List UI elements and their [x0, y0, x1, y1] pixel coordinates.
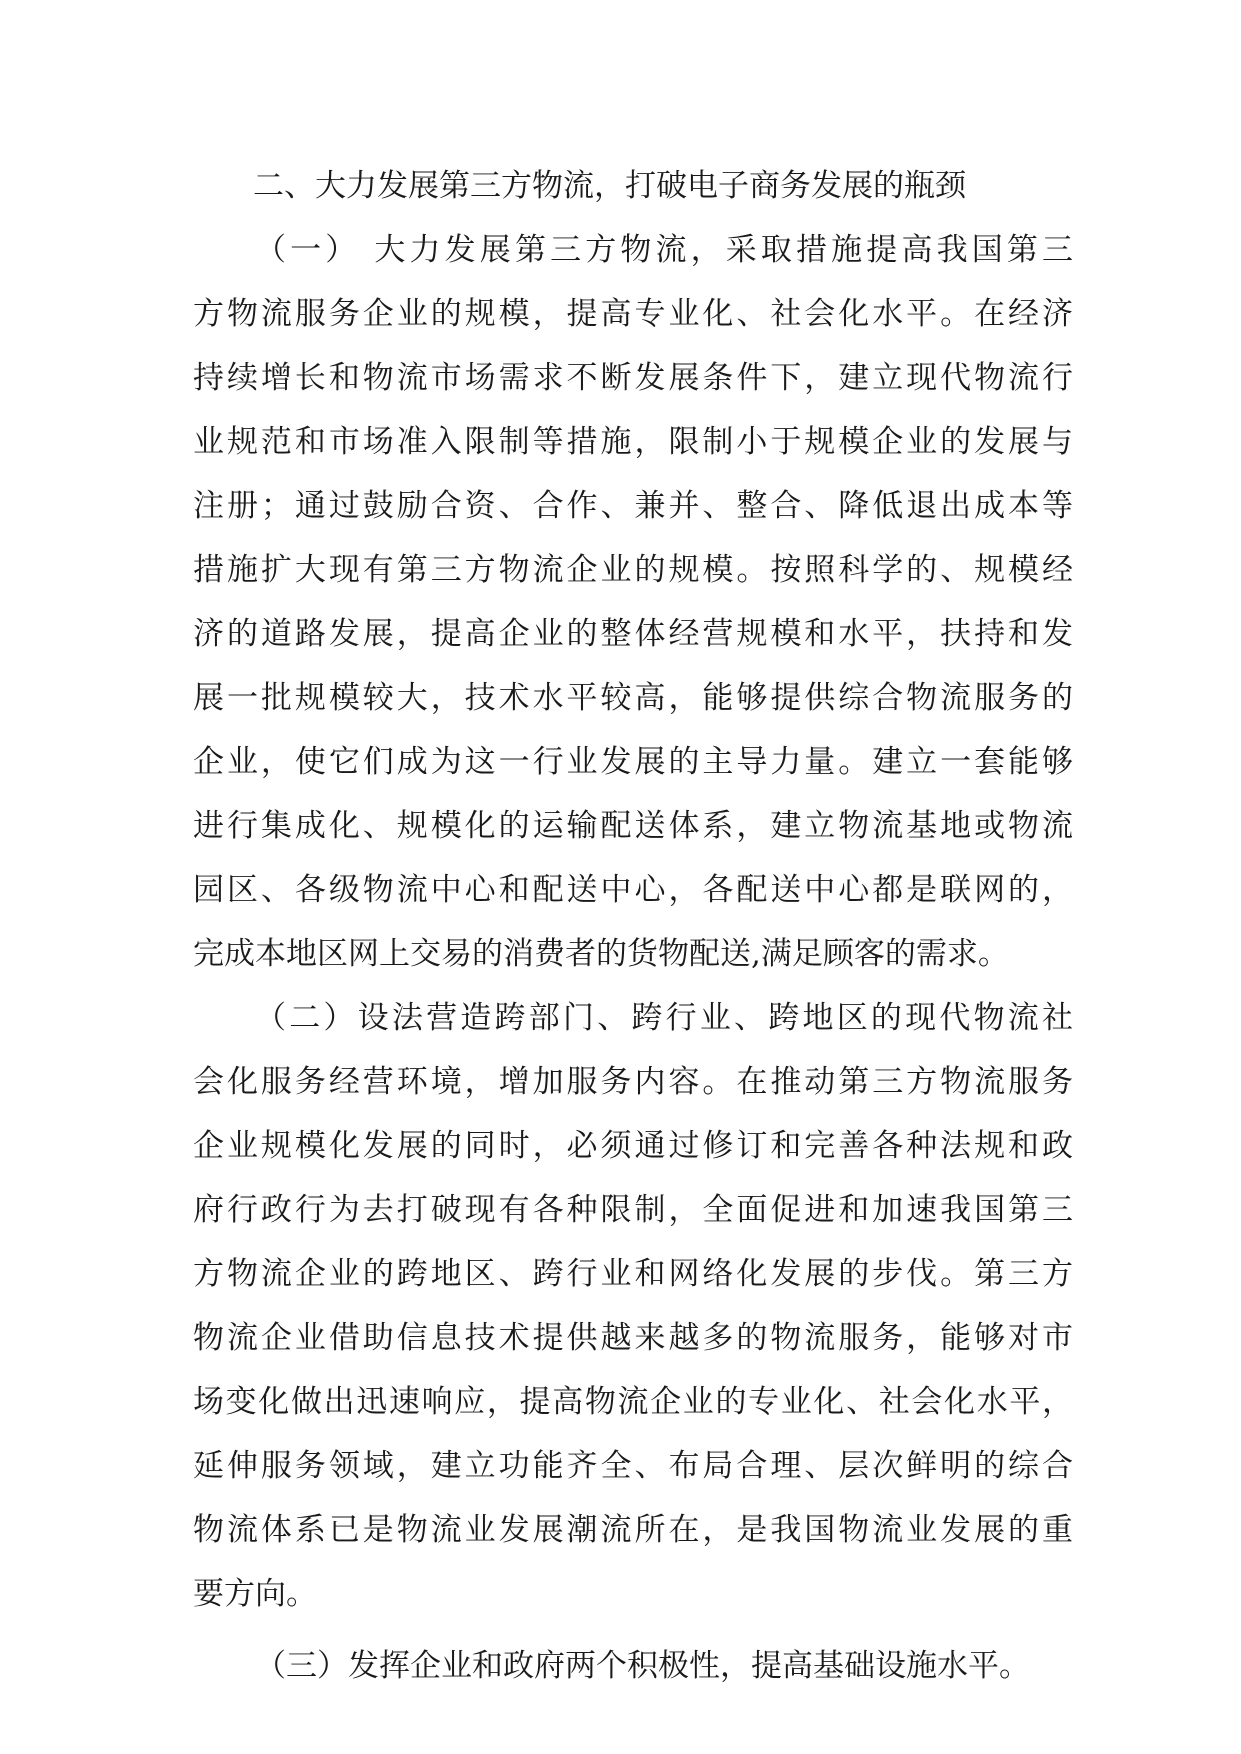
- paragraph-1: [193, 218, 1073, 986]
- paragraph-line: （二）设法营造跨部门、跨行业、跨地区的现代物流社: [255, 1000, 1073, 1036]
- paragraph-line: 会化服务经营环境，增加服务内容。在推动第三方物流服务: [193, 1064, 1073, 1100]
- paragraph-line: 措施扩大现有第三方物流企业的规模。按照科学的、规模经: [193, 552, 1073, 588]
- paragraph-line: 进行集成化、规模化的运输配送体系，建立物流基地或物流: [193, 808, 1073, 844]
- paragraph-3: [193, 1634, 1073, 1698]
- paragraph-line: 府行政行为去打破现有各种限制，全面促进和加速我国第三: [193, 1192, 1073, 1228]
- paragraph-line: 场变化做出迅速响应，提高物流企业的专业化、社会化水平，: [193, 1384, 1073, 1420]
- paragraph-line: 注册；通过鼓励合资、合作、兼并、整合、降低退出成本等: [193, 488, 1073, 524]
- paragraph-line: 要方向。: [193, 1576, 317, 1612]
- paragraph-line: 物流体系已是物流业发展潮流所在，是我国物流业发展的重: [193, 1512, 1073, 1548]
- paragraph-line: 展一批规模较大，技术水平较高，能够提供综合物流服务的: [193, 680, 1073, 716]
- paragraph-line: 济的道路发展，提高企业的整体经营规模和水平，扶持和发: [193, 616, 1073, 652]
- paragraph-line: 业规范和市场准入限制等措施，限制小于规模企业的发展与: [193, 424, 1073, 460]
- paragraph-line: 企业，使它们成为这一行业发展的主导力量。建立一套能够: [193, 744, 1073, 780]
- paragraph-line: 持续增长和物流市场需求不断发展条件下，建立现代物流行: [193, 360, 1073, 396]
- paragraph-spacer: [193, 1626, 1073, 1634]
- paragraph-line: 企业规模化发展的同时，必须通过修订和完善各种法规和政: [193, 1128, 1073, 1164]
- paragraph-line: （一） 大力发展第三方物流，采取措施提高我国第三: [255, 232, 1073, 268]
- paragraph-line: 方物流企业的跨地区、跨行业和网络化发展的步伐。第三方: [193, 1256, 1073, 1292]
- paragraph-2: [193, 986, 1073, 1626]
- document-body: [193, 154, 1073, 1698]
- paragraph-line: 物流企业借助信息技术提供越来越多的物流服务，能够对市: [193, 1320, 1073, 1356]
- paragraph-line: 园区、各级物流中心和配送中心，各配送中心都是联网的，: [193, 872, 1073, 908]
- paragraph-line: 完成本地区网上交易的消费者的货物配送,满足顾客的需求。: [193, 936, 1009, 972]
- paragraph-line: （三）发挥企业和政府两个积极性，提高基础设施水平。: [255, 1648, 1030, 1684]
- paragraph-line: 延伸服务领域，建立功能齐全、布局合理、层次鲜明的综合: [193, 1448, 1073, 1484]
- section-heading: 二、大力发展第三方物流，打破电子商务发展的瓶颈: [253, 168, 966, 204]
- paragraph-line: 方物流服务企业的规模，提高专业化、社会化水平。在经济: [193, 296, 1073, 332]
